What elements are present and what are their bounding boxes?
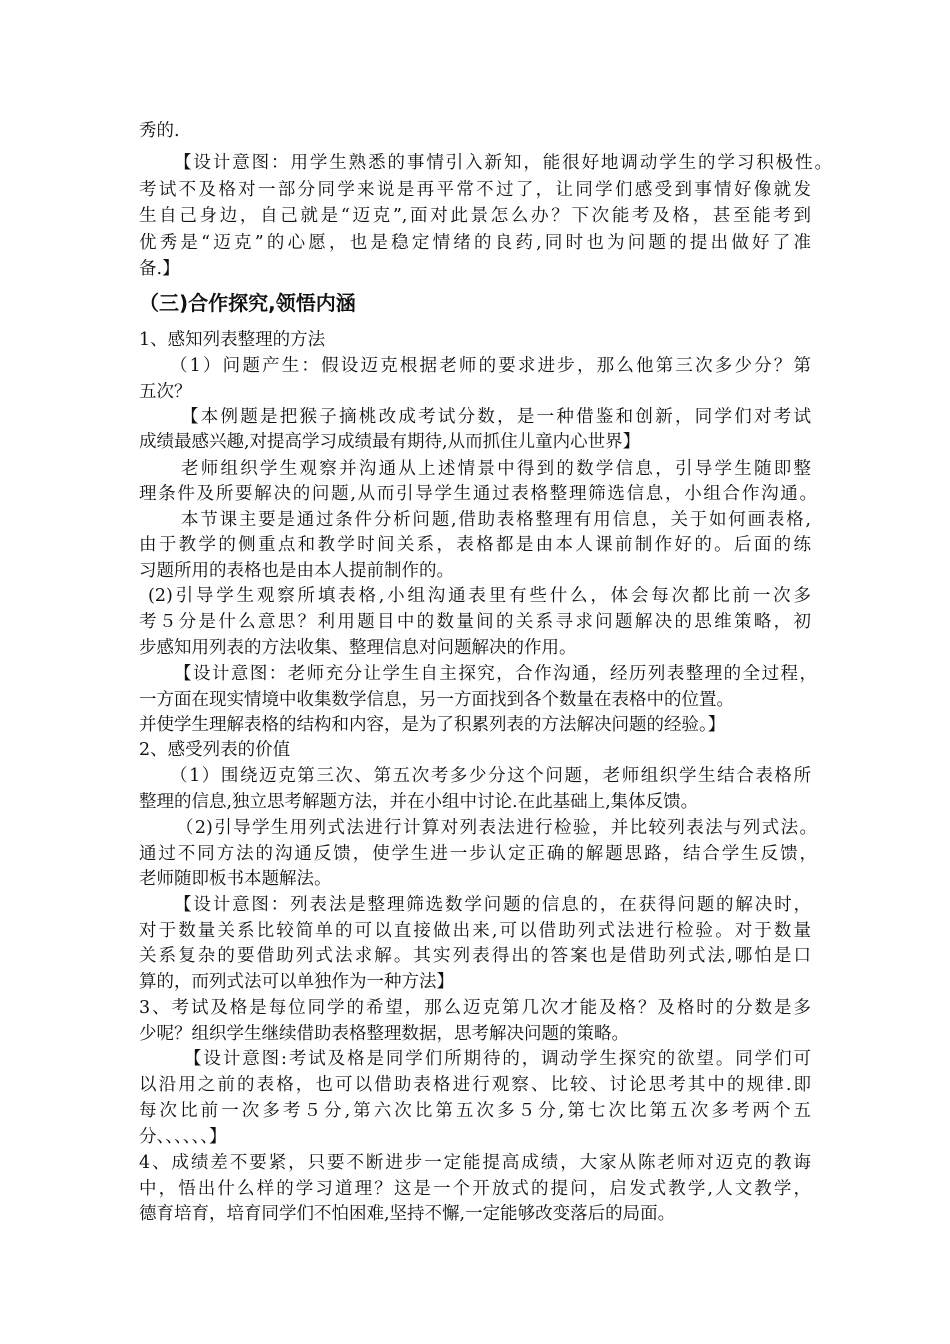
text-line: 考试不及格对一部分同学来说是再平常不过了，让同学们感受到事情好像就发 — [139, 180, 811, 200]
subsection-heading: 3、考试及格是每位同学的希望，那么迈克第几次才能及格？及格时的分数是多 — [139, 998, 811, 1018]
text-line: (2)引导学生观察所填表格,小组沟通表里有些什么，体会每次都比前一次多 — [148, 586, 811, 606]
text-line: 理条件及所要解决的问题,从而引导学生通过表格整理筛选信息，小组合作沟通。 — [139, 484, 817, 504]
text-line: 整理的信息,独立思考解题方法，并在小组中讨论.在此基础上,集体反馈。 — [139, 792, 699, 812]
text-line: 老师组织学生观察并沟通从上述情景中得到的数学信息，引导学生随即整 — [181, 459, 811, 479]
text-line: 德育培育，培育同学们不怕困难,坚持不懈,一定能够改变落后的局面。 — [139, 1204, 676, 1224]
text-line: 备.】 — [139, 259, 180, 279]
text-line: 成绩最感兴趣,对提高学习成绩最有期待,从而抓住儿童内心世界】 — [139, 432, 641, 452]
text-line: 算的，而列式法可以单独作为一种方法】 — [139, 972, 454, 992]
text-line: 关系复杂的要借助列式法求解。其实列表得出的答案也是借助列式法,哪怕是口 — [139, 946, 811, 966]
text-line: 对于数量关系比较简单的可以直接做出来,可以借助列式法进行检验。对于数量 — [139, 921, 811, 941]
design-intent-paragraph: 【设计意图:考试及格是同学们所期待的，调动学生探究的欲望。同学们可 — [184, 1049, 811, 1069]
text-line: 习题所用的表格也是由本人提前制作的。 — [139, 561, 454, 581]
text-line: 中，悟出什么样的学习道理？这是一个开放式的提问，启发式教学,人文教学， — [139, 1179, 811, 1199]
text-line: 生自己身边，自己就是“迈克”,面对此景怎么办？下次能考及格，甚至能考到 — [139, 206, 811, 226]
text-line: （1）围绕迈克第三次、第五次考多少分这个问题，老师组织学生结合表格所 — [170, 766, 811, 786]
text-line: 少呢？组织学生继续借助表格整理数据，思考解决问题的策略。 — [139, 1024, 629, 1044]
text-line: （1）问题产生：假设迈克根据老师的要求进步，那么他第三次多少分？第 — [170, 356, 811, 376]
design-intent-paragraph: 【设计意图：列表法是整理筛选数学问题的信息的，在获得问题的解决时， — [174, 895, 811, 915]
text-line: 优秀是“迈克”的心愿，也是稳定情绪的良药,同时也为问题的提出做好了准 — [139, 233, 811, 253]
text-line: 通过不同方法的沟通反馈，使学生进一步认定正确的解题思路，结合学生反馈， — [139, 844, 817, 864]
design-intent-paragraph: 【设计意图：用学生熟悉的事情引入新知，能很好地调动学生的学习积极性。 — [174, 153, 832, 173]
section-heading: （三)合作探究,领悟内涵 — [139, 291, 356, 315]
subsection-heading: 2、感受列表的价值 — [139, 740, 291, 760]
text-line: 每次比前一次多考５分,第六次比第五次多５分,第七次比第五次多考两个五 — [139, 1101, 811, 1121]
text-line: 分、、、、、、】 — [139, 1127, 227, 1147]
text-line: 五次？ — [139, 382, 192, 402]
text-line: 一方面在现实情境中收集数学信息，另一方面找到各个数量在表格中的位置。 — [139, 690, 734, 710]
design-intent-paragraph: 【设计意图：老师充分让学生自主探究，合作沟通，经历列表整理的全过程， — [174, 664, 817, 684]
text-line: 由于教学的侧重点和教学时间关系，表格都是由本人课前制作好的。后面的练 — [139, 535, 811, 555]
text-line: 考５分是什么意思？利用题目中的数量间的关系寻求问题解决的思维策略，初 — [139, 612, 811, 632]
text-line: 老师随即板书本题解法。 — [139, 869, 332, 889]
text-line: 本节课主要是通过条件分析问题,借助表格整理有用信息，关于如何画表格, — [181, 510, 811, 530]
text-line: 以沿用之前的表格，也可以借助表格进行观察、比较、讨论思考其中的规律.即 — [139, 1075, 811, 1095]
subsection-heading: 1、感知列表整理的方法 — [139, 330, 326, 350]
text-line: 步感知用列表的方法收集、整理信息对问题解决的作用。 — [139, 638, 577, 658]
text-line: （2)引导学生用列式法进行计算对列表法进行检验，并比较列表法与列式法。 — [176, 818, 817, 838]
text-line: 秀的. — [139, 121, 180, 141]
subsection-heading: 4、成绩差不要紧，只要不断进步一定能提高成绩，大家从陈老师对迈克的教诲 — [139, 1153, 811, 1173]
text-line: 并使学生理解表格的结构和内容，是为了积累列表的方法解决问题的经验。】 — [139, 715, 726, 735]
text-line: 【本例题是把猴子摘桃改成考试分数，是一种借鉴和创新，同学们对考试 — [181, 407, 811, 427]
